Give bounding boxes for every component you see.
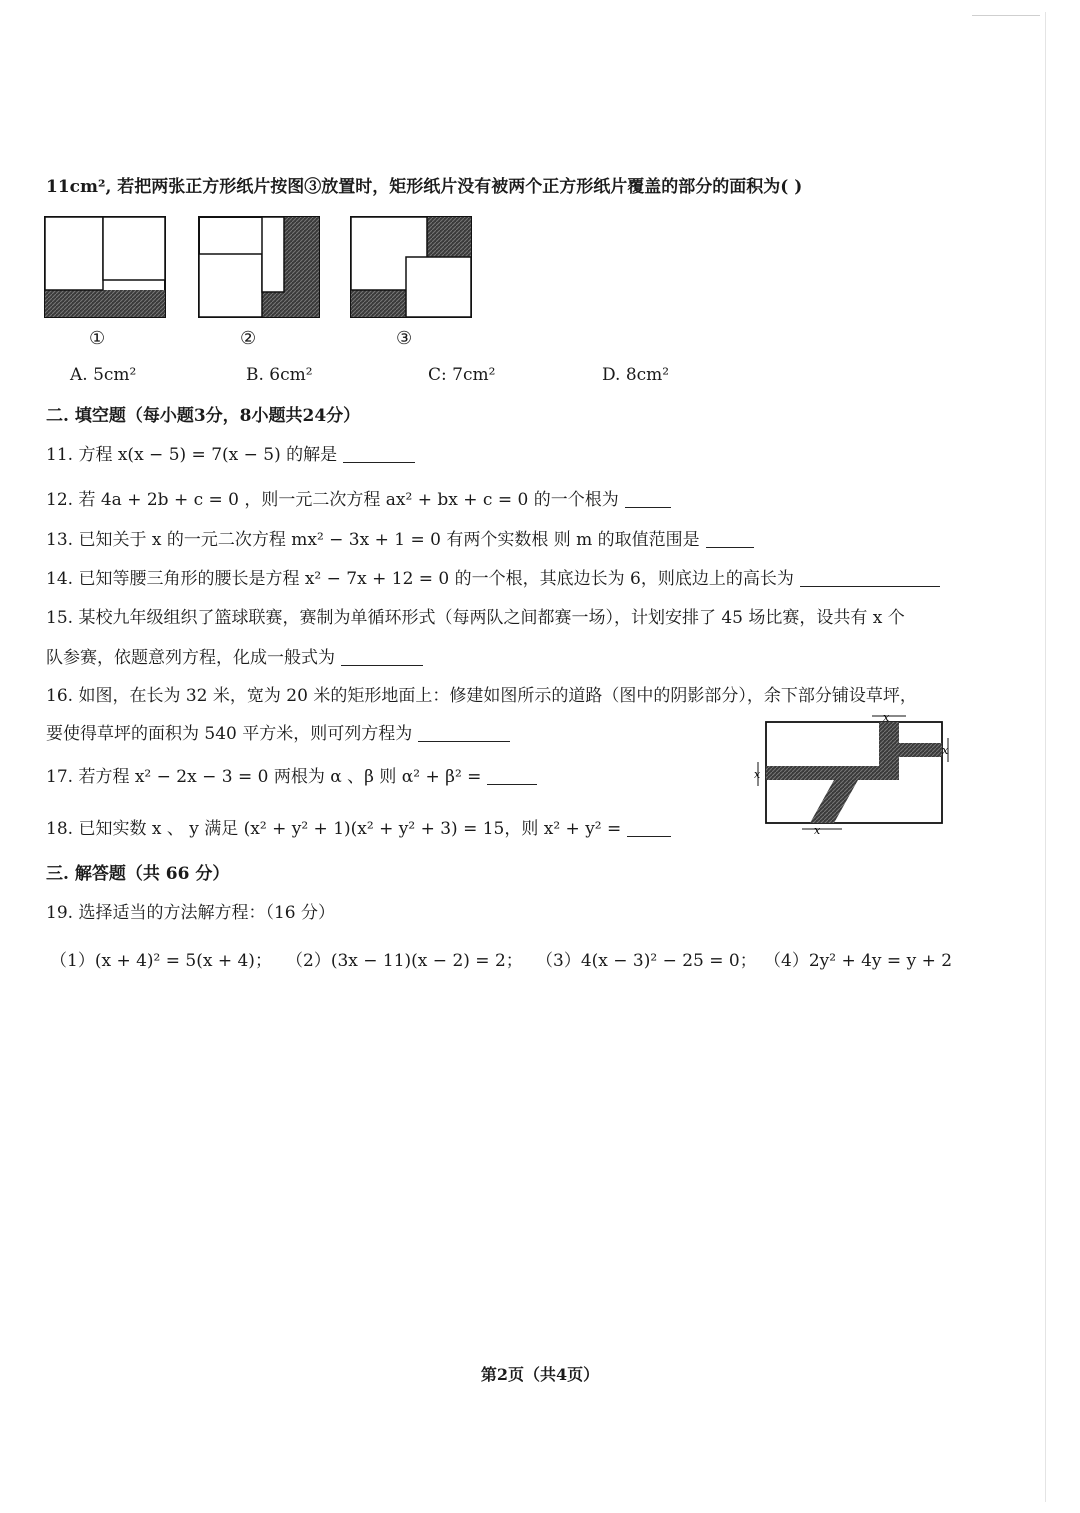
figure-1 [45,217,165,317]
page-footer: 第2页（共4页） [480,1365,600,1384]
option-d: D. 8cm² [602,365,670,385]
answer-blank [343,444,415,463]
answer-blank [341,647,423,666]
question-13 [46,528,754,552]
answer-blank [418,723,510,742]
figure-1-overlap [45,290,165,317]
figure-2 [199,217,319,317]
answer-blank [706,529,754,548]
dim-left-label: x [754,768,761,781]
q16-road-figure [752,708,952,838]
answer-blank [627,818,671,837]
question-15-line-2 [46,646,423,670]
section-3-title: 三. 解答题（共 66 分） [46,864,230,884]
q19-part-1: （1）(x + 4)² = 5(x + 4)； [50,951,272,971]
question-14 [46,567,940,591]
q19-part-4: （4）2y² + 4y = y + 2 [764,951,953,971]
option-c: C: 7cm² [428,365,496,385]
question-19-title: 19. 选择适当的方法解方程：（16 分） [46,903,335,923]
answer-blank [487,766,537,785]
question-14-text: 14. 已知等腰三角形的腰长是方程 x² − 7x + 12 = 0 的一个根，其底边长为 6，则底边上的高长为 [46,569,794,589]
question-16-line-1: 16. 如图，在长为 32 米，宽为 20 米的矩形地面上：修建如图所示的道路（图中的阴影部分），余下部分铺设草坪， [46,686,917,706]
scan-mark [972,15,1040,16]
question-15-text: 队参赛，依题意列方程，化成一般式为 [46,648,335,668]
question-11 [46,443,415,467]
figure-3 [351,217,471,317]
dim-top-label: x [883,711,890,724]
question-17-text: 17. 若方程 x² − 2x − 3 = 0 两根为 α 、β 则 α² + β² = [46,767,482,787]
figure-2-label: ② [240,328,257,349]
answer-blank [625,489,671,508]
question-11-text: 11. 方程 x(x − 5) = 7(x − 5) 的解是 [46,445,338,465]
q19-part-3: （3）4(x − 3)² − 25 = 0； [536,951,757,971]
answer-blank [800,568,940,587]
dim-bottom-label: x [814,824,821,837]
option-a: A. 5cm² [70,365,137,385]
question-17 [46,765,537,789]
question-18 [46,817,671,841]
q10-figures [44,214,474,322]
q19-part-2: （2）(3x − 11)(x − 2) = 2； [286,951,523,971]
question-12-text: 12. 若 4a + 2b + c = 0 ，则一元二次方程 ax² + bx + c = 0 的一个根为 [46,490,619,510]
q10-stem: 11cm², 若把两张正方形纸片按图③放置时，矩形纸片没有被两个正方形纸片覆盖的部分的面积为( ) [46,177,803,197]
question-16-text: 要使得草坪的面积为 540 平方米，则可列方程为 [46,724,413,744]
page-edge [1045,12,1046,1502]
option-b: B. 6cm² [246,365,313,385]
figure-3-label: ③ [396,328,413,349]
dim-right-label: x [942,744,949,757]
figure-3-corner-left [351,290,406,317]
question-18-text: 18. 已知实数 x 、 y 满足 (x² + y² + 1)(x² + y² + 3) = 15，则 x² + y² = [46,819,622,839]
figure-3-corner-right [427,217,471,257]
question-15-line-1: 15. 某校九年级组织了篮球联赛，赛制为单循环形式（每两队之间都赛一场），计划安排了 45 场比赛，设共有 x 个 [46,608,905,628]
question-16-line-2 [46,722,510,746]
section-2-title: 二. 填空题（每小题3分，8小题共24分） [46,406,361,426]
question-12 [46,488,671,512]
figure-1-label: ① [89,328,106,349]
question-13-text: 13. 已知关于 x 的一元二次方程 mx² − 3x + 1 = 0 有两个实数根 则 m 的取值范围是 [46,530,700,550]
